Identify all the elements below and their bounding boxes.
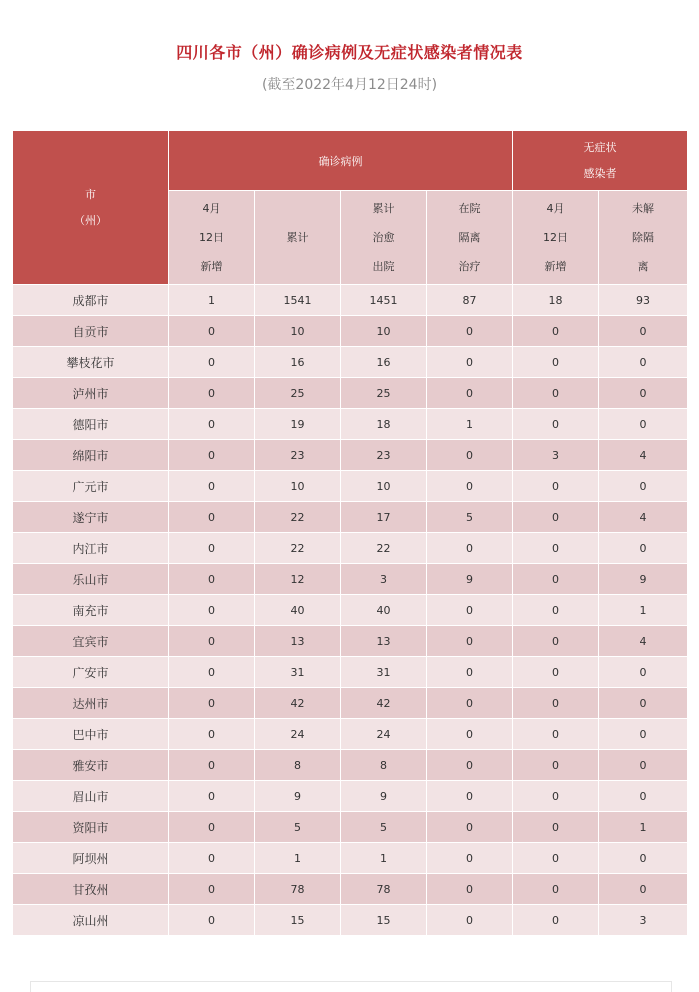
cell-new: 0 <box>169 719 255 750</box>
cell-new: 1 <box>169 285 255 316</box>
table-row <box>13 688 688 719</box>
cell-city: 德阳市 <box>13 409 169 440</box>
cell-hosp: 1 <box>427 409 513 440</box>
cell-total: 16 <box>255 347 341 378</box>
cell-hosp: 0 <box>427 812 513 843</box>
cell-total: 1 <box>255 843 341 874</box>
table-row <box>13 533 688 564</box>
cell-total: 31 <box>255 657 341 688</box>
cell-total: 1541 <box>255 285 341 316</box>
cell-new: 0 <box>169 378 255 409</box>
header-asym-obs-line2: 除隔 <box>632 231 654 244</box>
cell-city: 成都市 <box>13 285 169 316</box>
cell-cured: 3 <box>341 564 427 595</box>
cell-new: 0 <box>169 316 255 347</box>
cell-new: 0 <box>169 812 255 843</box>
cell-total: 13 <box>255 626 341 657</box>
cell-city: 广元市 <box>13 471 169 502</box>
cell-hosp: 0 <box>427 688 513 719</box>
cell-new: 0 <box>169 533 255 564</box>
table-row <box>13 812 688 843</box>
cell-hosp: 0 <box>427 626 513 657</box>
cell-asym-new: 0 <box>513 626 599 657</box>
cell-asym-obs: 3 <box>599 905 688 936</box>
header-city <box>13 131 169 285</box>
header-asymptomatic-group <box>513 131 688 191</box>
cell-asym-new: 0 <box>513 533 599 564</box>
cell-total: 22 <box>255 502 341 533</box>
cell-asym-new: 0 <box>513 657 599 688</box>
table-row <box>13 595 688 626</box>
cell-city: 自贡市 <box>13 316 169 347</box>
header-new-line3: 新增 <box>200 260 223 273</box>
cell-asym-obs: 0 <box>599 719 688 750</box>
header-asym-obs-line1: 未解 <box>632 202 654 215</box>
cell-hosp: 0 <box>427 378 513 409</box>
cell-asym-new: 0 <box>513 564 599 595</box>
header-city-line2: （州） <box>74 213 107 227</box>
table-row <box>13 440 688 471</box>
cell-asym-new: 0 <box>513 781 599 812</box>
cell-city: 内江市 <box>13 533 169 564</box>
header-asym-new-line1: 4月 <box>546 202 565 215</box>
cell-total: 40 <box>255 595 341 626</box>
cell-asym-obs: 0 <box>599 378 688 409</box>
header-new <box>169 191 255 285</box>
cell-cured: 24 <box>341 719 427 750</box>
cell-new: 0 <box>169 564 255 595</box>
cell-city: 绵阳市 <box>13 440 169 471</box>
cell-total: 24 <box>255 719 341 750</box>
header-asym-line1: 无症状 <box>583 140 617 154</box>
table-row <box>13 657 688 688</box>
cell-total: 12 <box>255 564 341 595</box>
table-row <box>13 471 688 502</box>
cell-asym-new: 0 <box>513 347 599 378</box>
header-city-line1: 市 <box>85 187 96 201</box>
cell-asym-new: 0 <box>513 688 599 719</box>
cell-hosp: 0 <box>427 874 513 905</box>
cell-asym-obs: 9 <box>599 564 688 595</box>
cell-total: 19 <box>255 409 341 440</box>
cell-city: 泸州市 <box>13 378 169 409</box>
table-row <box>13 843 688 874</box>
table-row <box>13 750 688 781</box>
table-row <box>13 874 688 905</box>
cell-new: 0 <box>169 905 255 936</box>
cell-cured: 16 <box>341 347 427 378</box>
cell-cured: 42 <box>341 688 427 719</box>
cell-cured: 25 <box>341 378 427 409</box>
cell-asym-obs: 0 <box>599 843 688 874</box>
cell-city: 乐山市 <box>13 564 169 595</box>
cell-hosp: 0 <box>427 905 513 936</box>
header-asym-new-line2: 12日 <box>543 231 568 244</box>
cell-total: 25 <box>255 378 341 409</box>
cell-new: 0 <box>169 874 255 905</box>
table-row <box>13 781 688 812</box>
cell-new: 0 <box>169 347 255 378</box>
cell-city: 凉山州 <box>13 905 169 936</box>
cell-asym-obs: 0 <box>599 874 688 905</box>
table-row <box>13 905 688 936</box>
header-cured-line1: 累计 <box>372 202 395 215</box>
cell-asym-obs: 0 <box>599 347 688 378</box>
cell-asym-obs: 1 <box>599 812 688 843</box>
cell-asym-new: 0 <box>513 502 599 533</box>
cell-asym-new: 0 <box>513 378 599 409</box>
cell-new: 0 <box>169 843 255 874</box>
cell-cured: 22 <box>341 533 427 564</box>
cell-cured: 8 <box>341 750 427 781</box>
cell-hosp: 0 <box>427 595 513 626</box>
cell-hosp: 0 <box>427 657 513 688</box>
cell-cured: 1 <box>341 843 427 874</box>
cell-hosp: 0 <box>427 719 513 750</box>
cell-new: 0 <box>169 657 255 688</box>
table-row <box>13 719 688 750</box>
cell-city: 资阳市 <box>13 812 169 843</box>
table-row <box>13 502 688 533</box>
cell-city: 阿坝州 <box>13 843 169 874</box>
cell-hosp: 0 <box>427 533 513 564</box>
page-title: 四川各市（州）确诊病例及无症状感染者情况表 <box>176 43 523 62</box>
cell-cured: 1451 <box>341 285 427 316</box>
cell-total: 78 <box>255 874 341 905</box>
cell-asym-new: 0 <box>513 316 599 347</box>
table-row <box>13 316 688 347</box>
cell-cured: 10 <box>341 316 427 347</box>
header-new-line2: 12日 <box>199 231 224 244</box>
cell-total: 5 <box>255 812 341 843</box>
cell-asym-obs: 0 <box>599 781 688 812</box>
cell-cured: 5 <box>341 812 427 843</box>
cell-city: 南充市 <box>13 595 169 626</box>
cell-asym-new: 0 <box>513 874 599 905</box>
header-new-line1: 4月 <box>202 202 221 215</box>
table-row <box>13 564 688 595</box>
header-hosp-line1: 在院 <box>458 202 481 215</box>
cell-asym-new: 0 <box>513 812 599 843</box>
cell-asym-obs: 4 <box>599 440 688 471</box>
table-row <box>13 626 688 657</box>
header-asym-obs <box>599 191 688 285</box>
cell-asym-new: 0 <box>513 409 599 440</box>
cell-new: 0 <box>169 781 255 812</box>
cell-city: 雅安市 <box>13 750 169 781</box>
cell-asym-obs: 0 <box>599 316 688 347</box>
header-hosp-line2: 隔离 <box>458 231 481 244</box>
header-hosp-line3: 治疗 <box>458 260 481 273</box>
cell-cured: 18 <box>341 409 427 440</box>
table-row <box>13 347 688 378</box>
cell-city: 达州市 <box>13 688 169 719</box>
header-hosp <box>427 191 513 285</box>
cell-total: 15 <box>255 905 341 936</box>
cell-hosp: 0 <box>427 471 513 502</box>
cell-new: 0 <box>169 471 255 502</box>
header-asym-line2: 感染者 <box>583 166 617 180</box>
cell-total: 42 <box>255 688 341 719</box>
cell-new: 0 <box>169 595 255 626</box>
cell-hosp: 0 <box>427 781 513 812</box>
cell-city: 甘孜州 <box>13 874 169 905</box>
cell-asym-obs: 0 <box>599 409 688 440</box>
cell-city: 遂宁市 <box>13 502 169 533</box>
page-subtitle: (截至2022年4月12日24时) <box>261 77 438 93</box>
cell-cured: 9 <box>341 781 427 812</box>
cell-city: 宜宾市 <box>13 626 169 657</box>
cell-asym-new: 18 <box>513 285 599 316</box>
header-asym-new-line3: 新增 <box>544 260 567 273</box>
cell-asym-obs: 1 <box>599 595 688 626</box>
cell-cured: 78 <box>341 874 427 905</box>
cell-hosp: 5 <box>427 502 513 533</box>
cell-hosp: 0 <box>427 347 513 378</box>
cell-city: 攀枝花市 <box>13 347 169 378</box>
cell-new: 0 <box>169 750 255 781</box>
cell-new: 0 <box>169 409 255 440</box>
cell-asym-new: 0 <box>513 750 599 781</box>
header-cured-line3: 出院 <box>372 260 395 273</box>
cell-asym-obs: 93 <box>599 285 688 316</box>
cell-asym-new: 0 <box>513 595 599 626</box>
cell-total: 23 <box>255 440 341 471</box>
header-confirmed-group: 确诊病例 <box>169 131 513 191</box>
cell-cured: 15 <box>341 905 427 936</box>
cell-total: 9 <box>255 781 341 812</box>
cell-cured: 17 <box>341 502 427 533</box>
cell-total: 8 <box>255 750 341 781</box>
cell-new: 0 <box>169 626 255 657</box>
cell-cured: 13 <box>341 626 427 657</box>
header-cured-line2: 治愈 <box>372 231 395 244</box>
cell-hosp: 87 <box>427 285 513 316</box>
cell-asym-obs: 4 <box>599 626 688 657</box>
cell-asym-obs: 0 <box>599 750 688 781</box>
cell-city: 广安市 <box>13 657 169 688</box>
header-asym-new <box>513 191 599 285</box>
cell-total: 10 <box>255 316 341 347</box>
cell-cured: 23 <box>341 440 427 471</box>
header-cured <box>341 191 427 285</box>
table-row <box>13 409 688 440</box>
cell-city: 眉山市 <box>13 781 169 812</box>
cell-hosp: 9 <box>427 564 513 595</box>
cell-cured: 31 <box>341 657 427 688</box>
cell-hosp: 0 <box>427 440 513 471</box>
cell-asym-obs: 4 <box>599 502 688 533</box>
cell-city: 巴中市 <box>13 719 169 750</box>
table-row <box>13 378 688 409</box>
cell-new: 0 <box>169 502 255 533</box>
cell-asym-new: 0 <box>513 471 599 502</box>
header-asym-obs-line3: 离 <box>637 260 649 273</box>
cell-asym-new: 0 <box>513 905 599 936</box>
cell-asym-obs: 0 <box>599 471 688 502</box>
cell-asym-new: 3 <box>513 440 599 471</box>
cell-new: 0 <box>169 440 255 471</box>
cell-hosp: 0 <box>427 316 513 347</box>
covid-stats-table <box>12 130 688 936</box>
cell-asym-new: 0 <box>513 719 599 750</box>
cell-cured: 10 <box>341 471 427 502</box>
cell-asym-new: 0 <box>513 843 599 874</box>
cell-asym-obs: 0 <box>599 688 688 719</box>
cell-hosp: 0 <box>427 750 513 781</box>
table-row <box>13 285 688 316</box>
header-total: 累计 <box>255 191 341 285</box>
cell-new: 0 <box>169 688 255 719</box>
cell-total: 10 <box>255 471 341 502</box>
cell-asym-obs: 0 <box>599 657 688 688</box>
cell-hosp: 0 <box>427 843 513 874</box>
cell-asym-obs: 0 <box>599 533 688 564</box>
cell-cured: 40 <box>341 595 427 626</box>
cell-total: 22 <box>255 533 341 564</box>
